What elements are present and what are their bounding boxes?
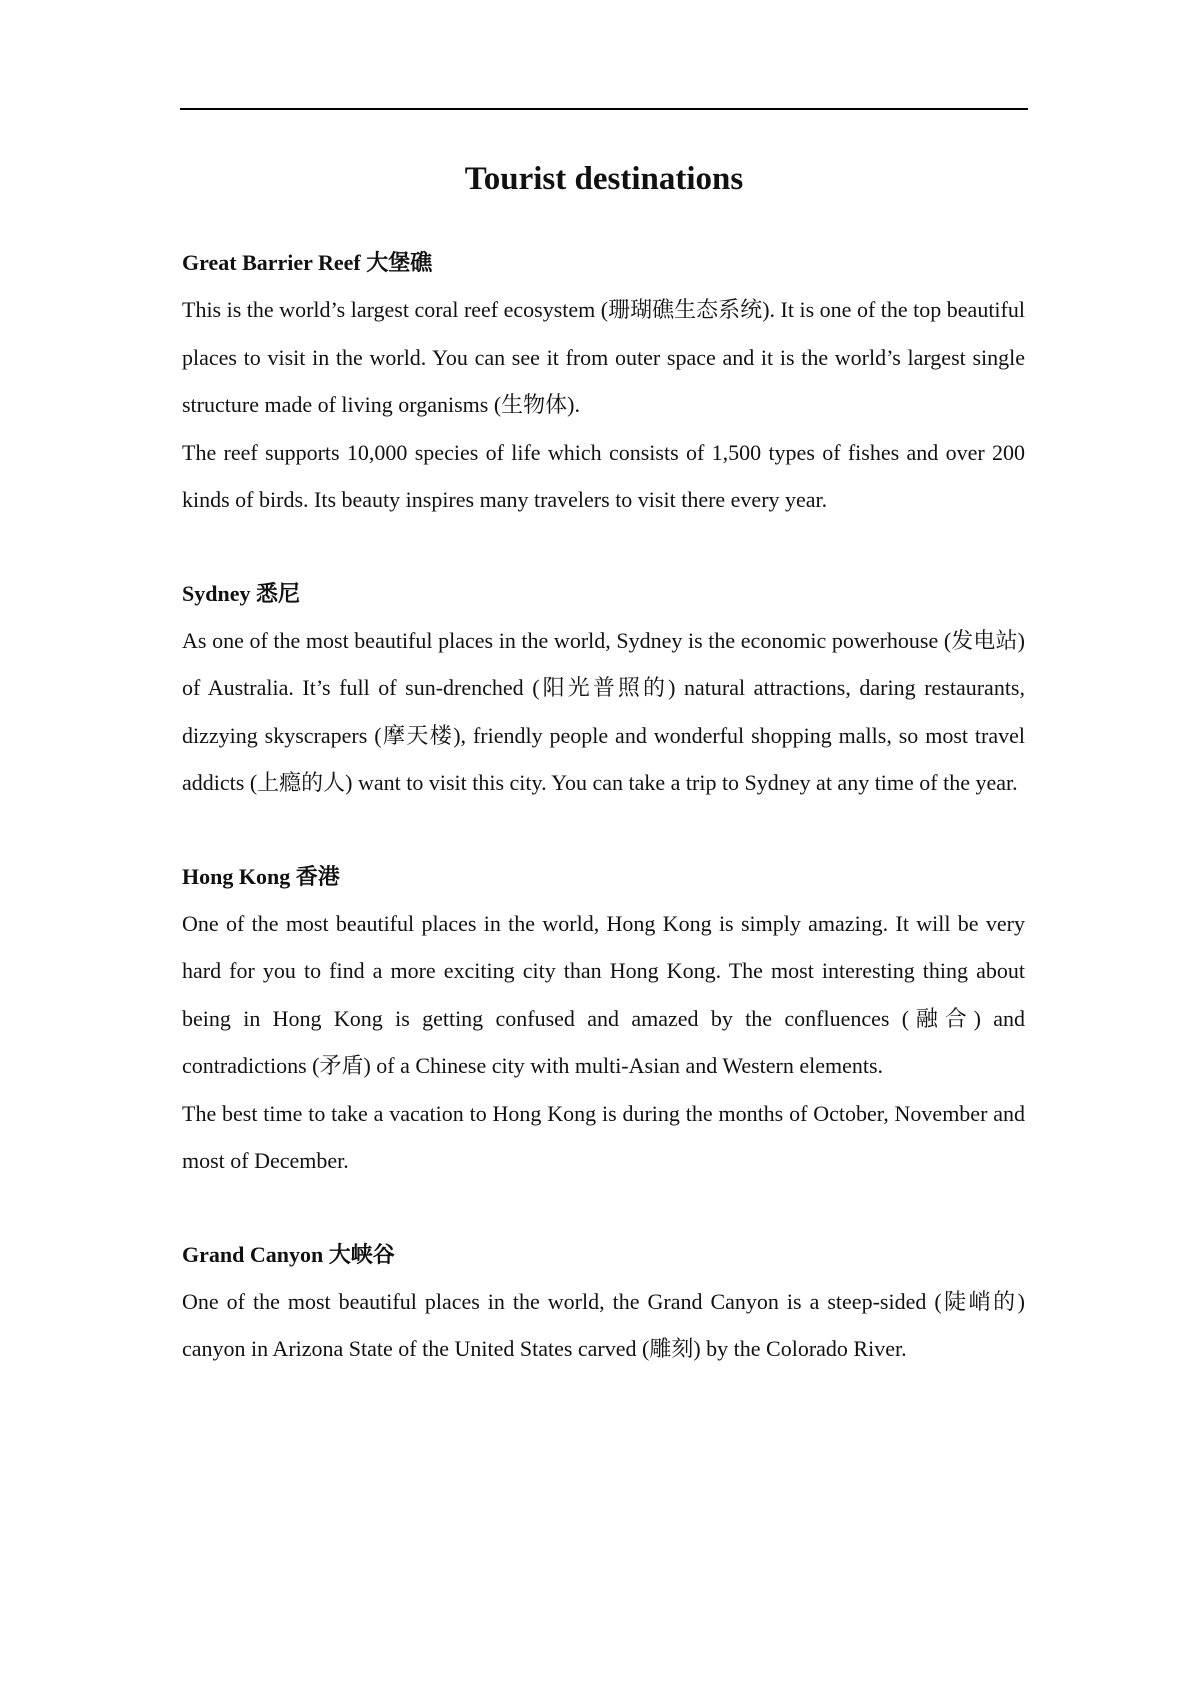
section-grand-canyon [182,1232,1025,1373]
section-heading: Great Barrier Reef 大堡礁 [182,250,433,275]
section-heading: Sydney 悉尼 [182,580,300,606]
section-paragraph: One of the most beautiful places in the world, Hong Kong is simply amazing. It will be very hard for you to find a more exciting city than Hong Kong. The most interesting thing about being in Hong Kong is getting confused and amazed by the confluences (融合) and contradictions (矛盾) of a Chinese city with multi-Asian and Western elements. [182,910,1025,1078]
section-hong-kong [182,854,1025,1185]
section-paragraph: This is the world’s largest coral reef ecosystem (珊瑚礁生态系统). It is one of the top beautiful places to visit in the world. You can see it from outer space and it is the world’s largest single structure made of living organisms (生物体). [182,297,1025,417]
section-paragraph: The best time to take a vacation to Hong Kong is during the months of October, November and most of December. [182,1100,1025,1173]
section-great-barrier-reef [182,240,1025,524]
section-paragraph: As one of the most beautiful places in the world, Sydney is the economic powerhouse (发电站) of Australia. It’s full of sun-drenched (阳光普照的) natural attractions, daring restaurants, dizzying skyscrapers (摩天楼), friendly people and wonderful shopping malls, so most travel addicts (上瘾的人) want to visit this city. You can take a trip to Sydney at any time of the year. [182,627,1025,795]
header-rule [180,108,1028,110]
document-body [182,240,1025,1420]
section-paragraph: One of the most beautiful places in the world, the Grand Canyon is a steep-sided (陡峭的) canyon in Arizona State of the United States carved (雕刻) by the Colorado River. [182,1288,1025,1361]
section-heading: Grand Canyon 大峡谷 [182,1241,395,1267]
document-title: Tourist destinations [464,161,744,197]
section-heading: Hong Kong 香港 [182,863,340,889]
section-sydney [182,571,1025,807]
section-paragraph: The reef supports 10,000 species of life which consists of 1,500 types of fishes and over 200 kinds of birds. Its beauty inspires many travelers to visit there every year. [182,439,1025,512]
